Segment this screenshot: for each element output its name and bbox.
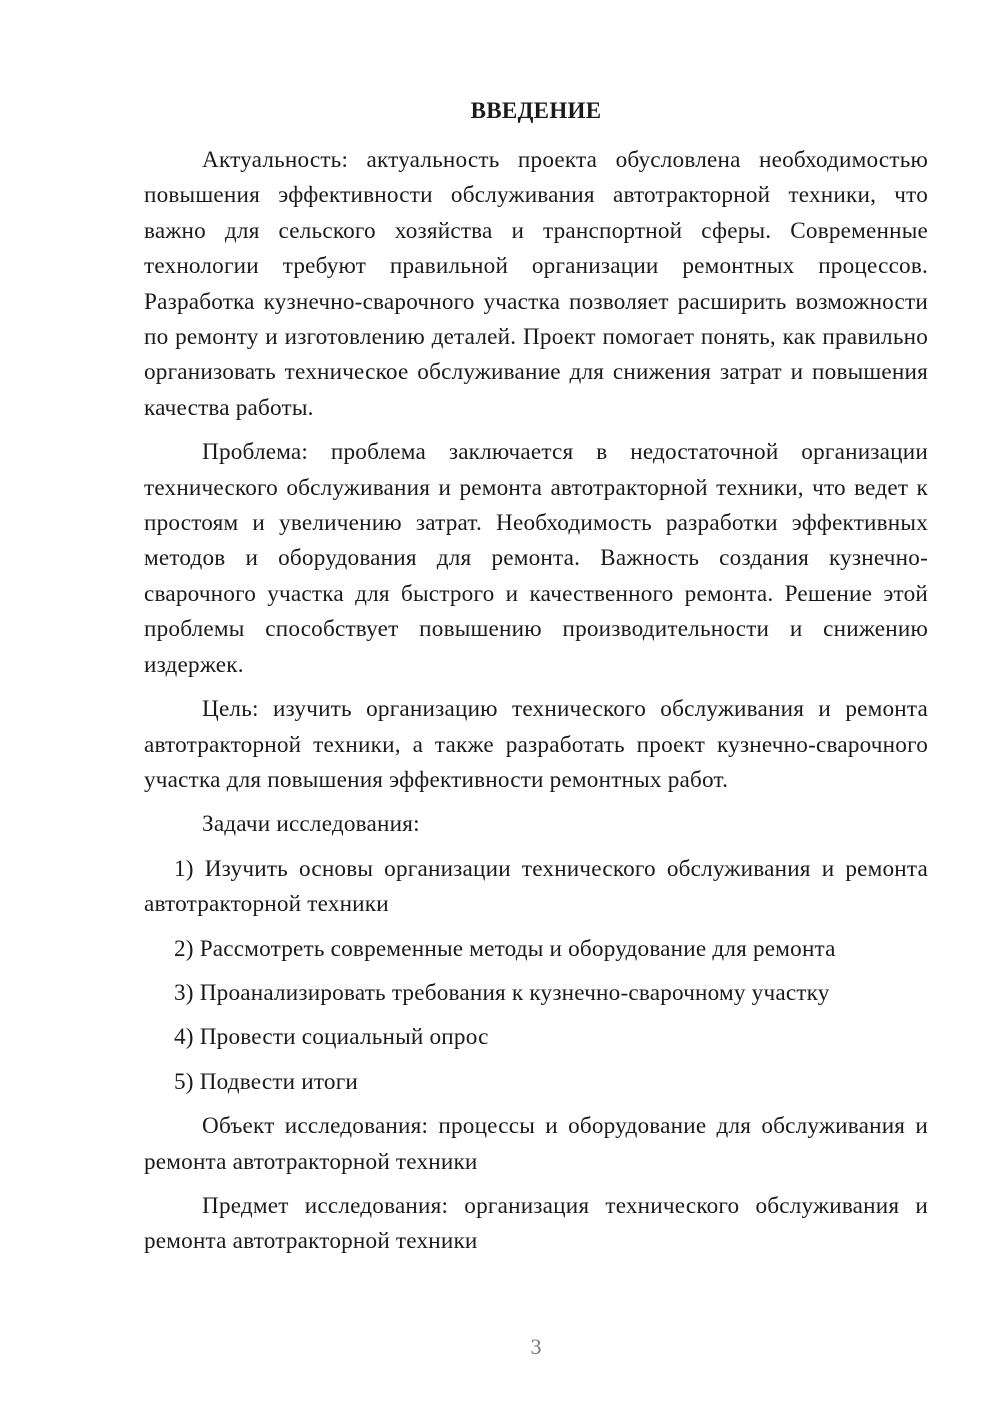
task-item-5: 5) Подвести итоги xyxy=(174,1068,359,1095)
body-text xyxy=(144,143,928,1269)
task-item-2: 2) Рассмотреть современные методы и оборудование для ремонта xyxy=(174,935,836,962)
task-item-3: 3) Проанализировать требования к кузнечно-сварочному участку xyxy=(174,979,830,1006)
task-item-1: 1) Изучить основы организации технического обслуживания и ремонта автотракторной техники xyxy=(144,855,928,918)
section-heading: ВВЕДЕНИЕ xyxy=(470,98,602,123)
page-number: 3 xyxy=(530,1334,542,1359)
paragraph-goal: Цель: изучить организацию технического обслуживания и ремонта автотракторной техники, а также разработать проект кузнечно-сварочного участка для повышения эффективности ремонтных работ. xyxy=(144,696,928,793)
paragraph-subject: Предмет исследования: организация технического обслуживания и ремонта автотракторной техники xyxy=(144,1192,928,1255)
paragraph-problem: Проблема: проблема заключается в недостаточной организации технического обслуживания и ремонта автотракторной техники, что ведет к простоям и увеличению затрат. Необходимость разработки эффективных методов и оборудования для ремонта. Важность создания кузнечно-сварочного участка для быстрого и качественного ремонта. Решение этой проблемы способствует повышению производительности и снижению издержек. xyxy=(144,439,928,678)
paragraph-relevance: Актуальность: актуальность проекта обусловлена необходимостью повышения эффективности обслуживания автотракторной техники, что важно для сельского хозяйства и транспортной сферы. Современные технологии требуют правильной организации ремонтных процессов. Разработка кузнечно-сварочного участка позволяет расширить возможности по ремонту и изготовлению деталей. Проект помогает понять, как правильно организовать техническое обслуживание для снижения затрат и повышения качества работы. xyxy=(144,147,928,421)
tasks-heading: Задачи исследования: xyxy=(202,811,420,838)
task-item-4: 4) Провести социальный опрос xyxy=(174,1024,489,1051)
paragraph-object: Объект исследования: процессы и оборудование для обслуживания и ремонта автотракторной техники xyxy=(144,1113,928,1175)
